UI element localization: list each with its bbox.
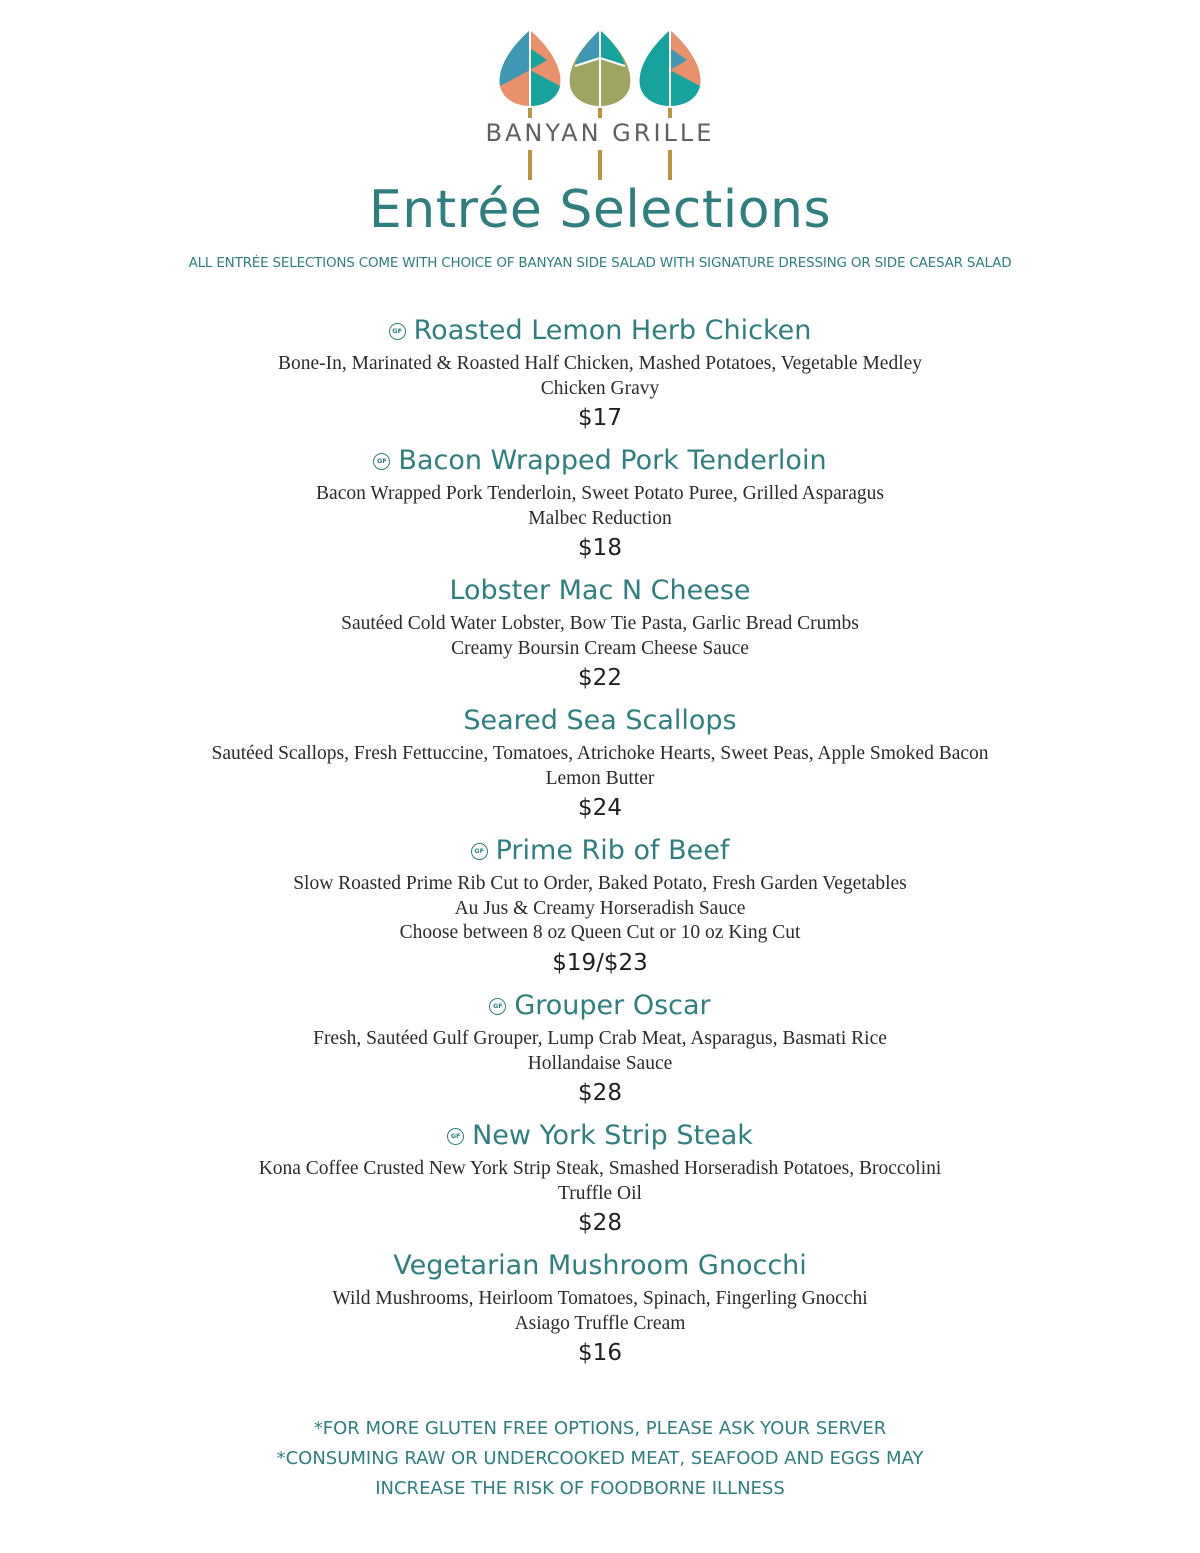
item-description: Bacon Wrapped Pork Tenderloin, Sweet Potato Puree, Grilled Asparagus — [316, 483, 884, 504]
item-description: Lemon Butter — [545, 767, 655, 789]
item-description: Bone-In, Marinated & Roasted Half Chicken, Mashed Potatoes, Vegetable Medley — [277, 353, 923, 374]
item-description: Choose between 8 oz Queen Cut or 10 oz King Cut — [399, 922, 801, 943]
item-description: Sautéed Scallops, Fresh Fettuccine, Tomatoes, Atrichoke Hearts, Sweet Peas, Apple Smoked Bacon — [211, 743, 989, 764]
item-description: Asiago Truffle Cream — [514, 1312, 686, 1334]
item-price: $24 — [578, 795, 622, 821]
gluten-free-icon: GF — [447, 1128, 464, 1145]
item-name: New York Strip Steak — [472, 1120, 753, 1151]
item-description: Hollandaise Sauce — [527, 1052, 673, 1074]
item-description: Creamy Boursin Cream Cheese Sauce — [451, 637, 749, 659]
footnote-gluten-free: *FOR MORE GLUTEN FREE OPTIONS, PLEASE ASK YOUR SERVER — [313, 1418, 887, 1439]
gluten-free-icon: GF — [389, 323, 406, 340]
menu-item — [0, 700, 1200, 830]
item-name: Grouper Oscar — [514, 990, 711, 1021]
item-price: $28 — [578, 1210, 622, 1236]
item-description: Au Jus & Creamy Horseradish Sauce — [454, 897, 746, 919]
item-description: Truffle Oil — [558, 1182, 642, 1204]
item-name: Vegetarian Mushroom Gnocchi — [393, 1250, 807, 1281]
item-name: Lobster Mac N Cheese — [449, 575, 751, 606]
item-price: $18 — [578, 535, 622, 561]
gluten-free-icon: GF — [489, 998, 506, 1015]
leaf-left-icon — [500, 30, 561, 106]
menu-item — [0, 1115, 1200, 1245]
footnote-raw-warning: *CONSUMING RAW OR UNDERCOOKED MEAT, SEAFOOD AND EGGS MAY — [276, 1448, 924, 1469]
item-name: Bacon Wrapped Pork Tenderloin — [398, 445, 827, 476]
item-description: Sautéed Cold Water Lobster, Bow Tie Pasta, Garlic Bread Crumbs — [341, 613, 859, 634]
menu-item — [0, 310, 1200, 440]
item-price: $16 — [578, 1340, 622, 1366]
brand-name: BANYAN GRILLE — [485, 119, 715, 147]
footnotes — [0, 1414, 1200, 1504]
menu-item — [0, 440, 1200, 570]
item-price: $17 — [578, 405, 622, 431]
menu-item — [0, 570, 1200, 700]
item-price: $22 — [578, 665, 622, 691]
page-title: Entrée Selections — [368, 180, 832, 240]
gluten-free-icon: GF — [471, 843, 488, 860]
item-price: $28 — [578, 1080, 622, 1106]
item-description: Malbec Reduction — [528, 507, 672, 529]
leaf-middle-icon — [570, 30, 631, 106]
menu-item — [0, 1245, 1200, 1375]
item-price: $19/$23 — [552, 949, 648, 976]
entree-list — [0, 310, 1200, 1375]
item-description: Wild Mushrooms, Heirloom Tomatoes, Spinach, Fingerling Gnocchi — [332, 1288, 868, 1309]
gluten-free-icon: GF — [373, 453, 390, 470]
page-subtitle: ALL ENTRÉE SELECTIONS COME WITH CHOICE OF BANYAN SIDE SALAD WITH SIGNATURE DRESSING OR SIDE CAESAR SALAD — [188, 255, 1012, 271]
leaf-right-icon — [640, 30, 701, 106]
item-description: Chicken Gravy — [540, 377, 660, 399]
item-name: Seared Sea Scallops — [463, 705, 737, 736]
item-description: Fresh, Sautéed Gulf Grouper, Lump Crab Meat, Asparagus, Basmati Rice — [313, 1028, 887, 1049]
item-description: Kona Coffee Crusted New York Strip Steak, Smashed Horseradish Potatoes, Broccolini — [258, 1158, 942, 1179]
item-name: Prime Rib of Beef — [495, 835, 730, 866]
item-description: Slow Roasted Prime Rib Cut to Order, Baked Potato, Fresh Garden Vegetables — [293, 873, 907, 894]
footnote-raw-warning-cont: INCREASE THE RISK OF FOODBORNE ILLNESS — [375, 1478, 785, 1499]
item-name: Roasted Lemon Herb Chicken — [413, 315, 812, 346]
menu-item — [0, 985, 1200, 1115]
banyan-grille-logo — [495, 28, 705, 184]
menu-item — [0, 830, 1200, 985]
